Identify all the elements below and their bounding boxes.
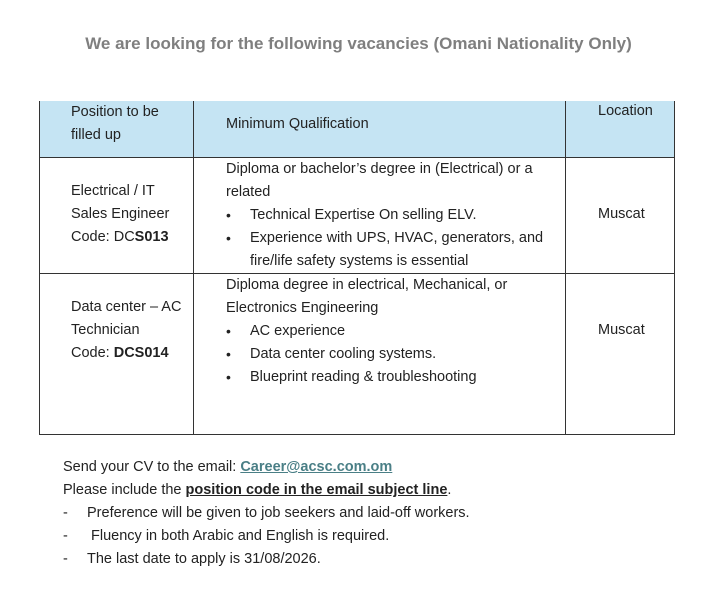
dash-bullet: -	[63, 505, 68, 521]
subject-line-note: Please include the position code in the email subject line.	[63, 482, 452, 498]
location-text: Muscat	[598, 322, 645, 338]
list-item: - Preference will be given to job seekers and laid-off workers.	[63, 502, 470, 525]
page-title: We are looking for the following vacancies (Omani Nationality Only)	[85, 34, 632, 53]
email-link[interactable]: Career@acsc.com.om	[240, 459, 393, 475]
header-position	[40, 101, 194, 158]
bullet-icon: •	[226, 323, 231, 339]
position-cell	[40, 158, 194, 274]
bullet-icon: •	[226, 369, 231, 385]
list-item: • Blueprint reading & troubleshooting	[226, 366, 559, 389]
list-item: • AC experience	[226, 320, 559, 343]
qualification-bullets	[226, 320, 559, 389]
header-position-line1: Position to be	[71, 104, 159, 120]
header-qualification: Minimum Qualification	[194, 101, 566, 158]
dash-bullet: -	[63, 551, 68, 567]
position-title-line1: Data center – AC	[71, 299, 182, 315]
position-code: Code: DCS013	[71, 229, 169, 245]
location-cell	[566, 158, 675, 274]
list-item: • Experience with UPS, HVAC, generators, and fire/life safety systems is essential	[226, 227, 559, 273]
header-position-line2: filled up	[71, 127, 121, 143]
position-code: Code: DCS014	[71, 345, 169, 361]
bullet-icon: •	[226, 230, 231, 246]
send-cv-line: Send your CV to the email: Career@acsc.com.om	[63, 459, 393, 475]
qualification-bullets	[226, 204, 559, 273]
list-item: - The last date to apply is 31/08/2026.	[63, 548, 470, 571]
position-cell	[40, 274, 194, 435]
bullet-icon: •	[226, 207, 231, 223]
qualification-line2: related	[226, 184, 271, 200]
list-item: • Data center cooling systems.	[226, 343, 559, 366]
dash-bullet: -	[63, 528, 68, 544]
location-cell	[566, 274, 675, 435]
qualification-line1: Diploma or bachelor’s degree in (Electrical) or a	[226, 161, 533, 177]
qualification-cell	[194, 274, 566, 435]
list-item: - Fluency in both Arabic and English is required.	[63, 525, 470, 548]
header-location: Location	[566, 101, 675, 158]
bullet-icon: •	[226, 346, 231, 362]
vacancies-table	[39, 101, 675, 435]
table-row	[40, 158, 675, 274]
position-title-line1: Electrical / IT	[71, 183, 155, 199]
qualification-cell	[194, 158, 566, 274]
qualification-line1: Diploma degree in electrical, Mechanical, or	[226, 277, 508, 293]
application-instructions	[63, 456, 470, 571]
list-item: • Technical Expertise On selling ELV.	[226, 204, 559, 227]
position-title-line2: Technician	[71, 322, 140, 338]
table-row	[40, 274, 675, 435]
table-header-row	[40, 101, 675, 158]
location-text: Muscat	[598, 206, 645, 222]
position-title-line2: Sales Engineer	[71, 206, 170, 222]
qualification-line2: Electronics Engineering	[226, 300, 379, 316]
